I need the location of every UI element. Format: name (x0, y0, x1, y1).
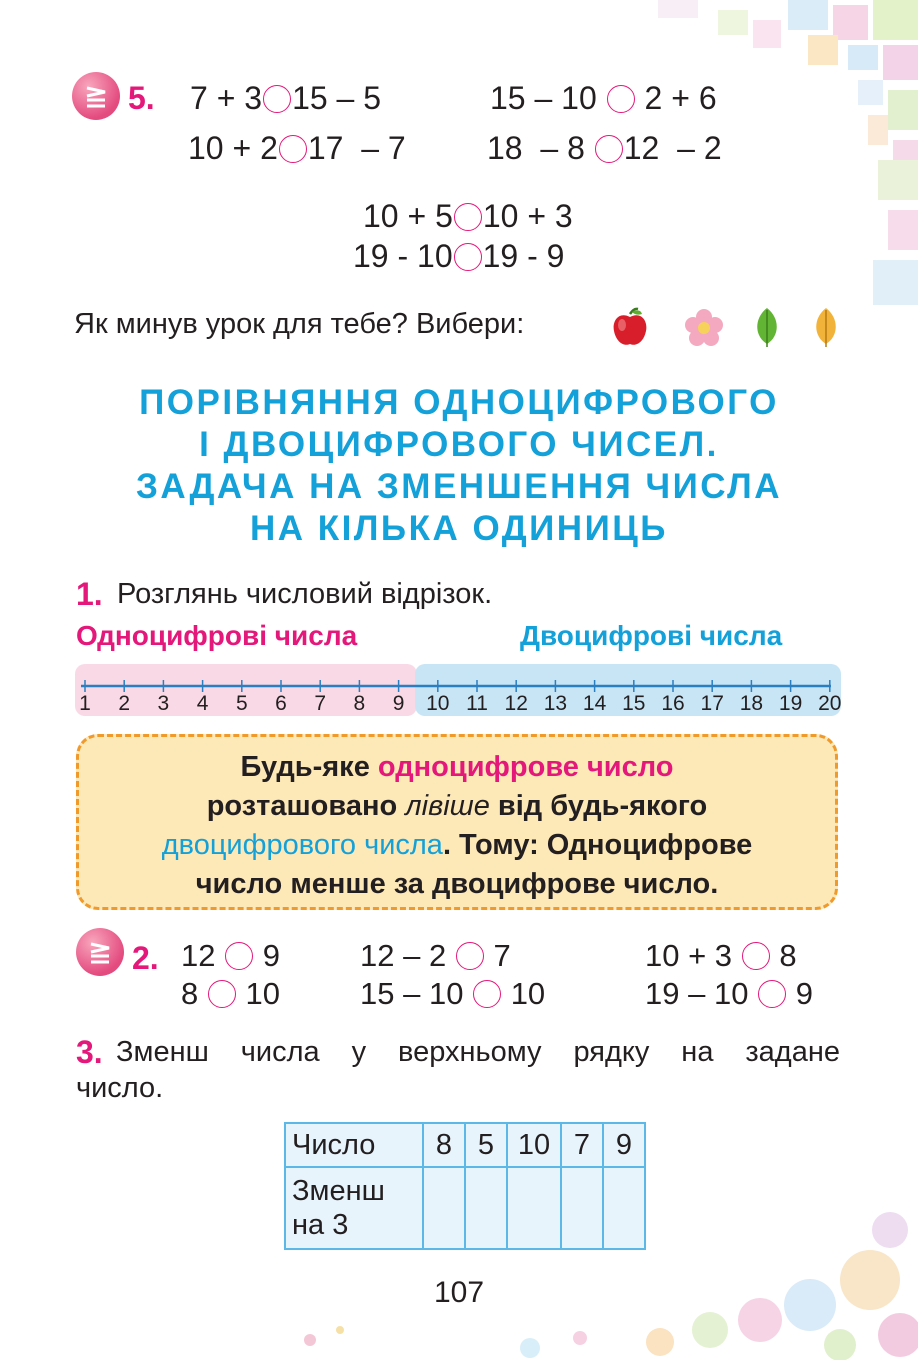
task-2-number: 2. (132, 940, 159, 976)
comparison-circle[interactable] (208, 980, 236, 1008)
task-badge-icon (76, 928, 124, 976)
comparison-row: 7 + 3 15 – 5 (190, 80, 382, 116)
number-line-label: 4 (196, 692, 209, 715)
comparison-item: 10 + 3 8 (645, 938, 797, 973)
number-line-label: 12 (504, 692, 528, 715)
single-digit-label: Одноцифрові числа (76, 620, 358, 651)
comparison-circle[interactable] (473, 980, 501, 1008)
number-line-label: 3 (157, 692, 170, 715)
number-line-label: 18 (739, 692, 764, 715)
decorative-mosaic-right (858, 150, 918, 310)
table-value: 9 (603, 1123, 645, 1167)
reflection-question: Як минув урок для тебе? Вибери: (74, 308, 525, 340)
comparison-item: 12 – 2 7 (360, 938, 511, 973)
comparison-circle[interactable] (454, 203, 482, 231)
number-line-label: 20 (818, 692, 841, 715)
number-line-label: 8 (353, 692, 366, 715)
task-3-number: 3. (76, 1034, 103, 1070)
task-badge-icon (72, 72, 120, 120)
table-value: 10 (507, 1123, 561, 1167)
comparison-circle[interactable] (595, 135, 623, 163)
rule-text: Будь-яке одноцифрове число розташовано лівіше від будь-якого двоцифрового числа. Тому: Одноцифрове число менше за двоцифрове число. (161, 751, 753, 900)
yellow-leaf-icon[interactable] (811, 306, 841, 348)
green-leaf-icon[interactable] (752, 306, 782, 348)
number-line-label: 5 (235, 692, 248, 715)
comparison-circle[interactable] (454, 243, 482, 271)
answer-cell[interactable] (561, 1167, 603, 1249)
comparison-row: 15 – 10 2 + 6 (490, 80, 717, 116)
comparison-circle[interactable] (279, 135, 307, 163)
number-line-label: 7 (314, 692, 327, 715)
comparison-circle[interactable] (456, 942, 484, 970)
number-line-label: 9 (392, 692, 405, 715)
number-line-label: 1 (79, 692, 91, 715)
double-digit-label: Двоцифрові числа (520, 620, 783, 651)
task-1-number: 1. (76, 576, 103, 612)
answer-cell[interactable] (507, 1167, 561, 1249)
number-line-label: 17 (700, 692, 724, 715)
answer-cell[interactable] (465, 1167, 507, 1249)
comparison-item: 12 9 (181, 938, 280, 973)
table-value: 5 (465, 1123, 507, 1167)
comparison-row: 10 + 5 10 + 3 (363, 198, 573, 234)
number-line-label: 13 (543, 692, 568, 715)
table-value: 8 (423, 1123, 465, 1167)
apple-icon[interactable] (610, 306, 650, 348)
comparison-row: 10 + 2 17 – 7 (188, 130, 406, 166)
comparison-row: 19 - 10 19 - 9 (353, 238, 565, 274)
task-3-text-line2: число. (76, 1072, 164, 1104)
comparison-item: 8 10 (181, 976, 280, 1011)
comparison-circle[interactable] (758, 980, 786, 1008)
number-line (75, 664, 841, 716)
number-line-label: 2 (118, 692, 131, 715)
number-line-label: 14 (582, 692, 607, 715)
table-value: 7 (561, 1123, 603, 1167)
number-line-label: 10 (426, 692, 450, 715)
task-3-text-line1: Зменш числа у верхньому рядку на задане (116, 1036, 840, 1068)
number-line-label: 15 (622, 692, 646, 715)
number-line-label: 19 (778, 692, 803, 715)
comparison-circle[interactable] (225, 942, 253, 970)
comparison-item: 15 – 10 10 (360, 976, 546, 1011)
answer-cell[interactable] (423, 1167, 465, 1249)
lesson-title: ПОРІВНЯННЯ ОДНОЦИФРОВОГО І ДВОЦИФРОВОГО ЧИСЕЛ. ЗАДАЧА НА ЗМЕНШЕННЯ ЧИСЛА НА КІЛЬКА ОДИНИЦЬ (135, 383, 783, 548)
table-header-label: Число (285, 1123, 423, 1167)
table-row-label: Зменш на 3 (285, 1167, 423, 1249)
number-line-label: 11 (466, 692, 488, 715)
comparison-circle[interactable] (607, 85, 635, 113)
comparison-circle[interactable] (263, 85, 291, 113)
comparison-item: 19 – 10 9 (645, 976, 813, 1011)
flower-icon[interactable] (684, 308, 724, 348)
task-5-number: 5. (128, 80, 155, 116)
task-1-text: Розглянь числовий відрізок. (117, 578, 493, 610)
comparison-circle[interactable] (742, 942, 770, 970)
number-line-label: 16 (661, 692, 685, 715)
comparison-row: 18 – 8 12 – 2 (487, 130, 722, 166)
page-number: 107 (433, 1276, 485, 1309)
answer-cell[interactable] (603, 1167, 645, 1249)
decrease-table (284, 1122, 646, 1250)
number-line-label: 6 (275, 692, 287, 715)
